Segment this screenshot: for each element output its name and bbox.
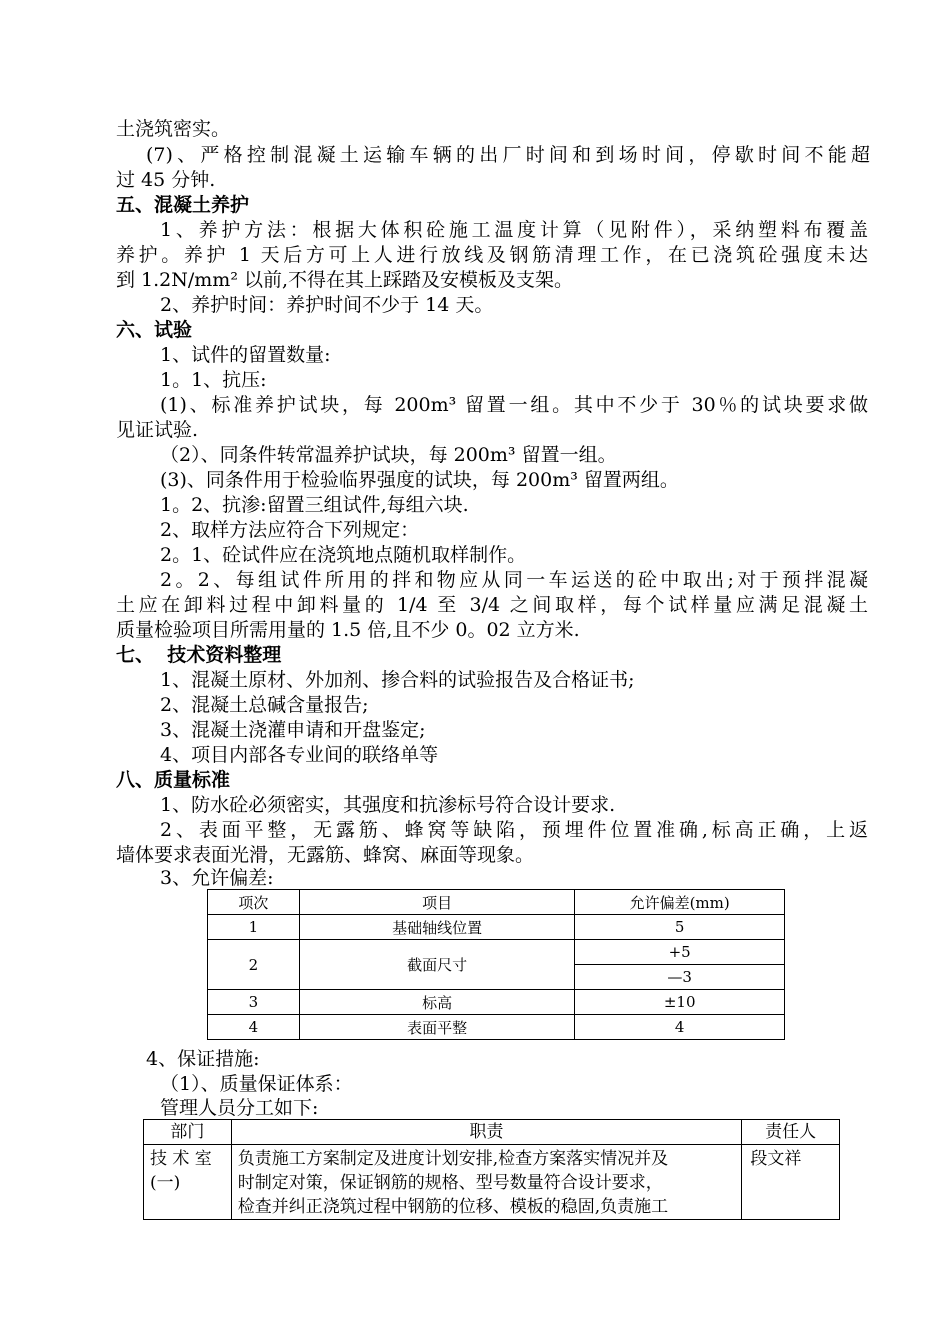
text-line: (3)、同条件用于检验临界强度的试块，每 200m³ 留置两组。: [160, 469, 679, 491]
text-line: 2、养护时间：养护时间不少于 14 天。: [160, 294, 494, 316]
duty-line: 检查并纠正浇筑过程中钢筋的位移、模板的稳固,负责施工: [237, 1197, 669, 1217]
duty-line: 时制定对策，保证钢筋的规格、型号数量符合设计要求，: [237, 1173, 663, 1193]
table-cell: 表面平整: [299, 1015, 574, 1040]
table-cell: 4: [208, 1015, 300, 1040]
table-row: [208, 940, 785, 965]
table-cell: 标高: [299, 990, 574, 1015]
table-cell: 1: [208, 915, 300, 940]
section-heading: 六、试验: [116, 319, 193, 341]
table-header-row: [144, 1120, 840, 1145]
table-row: [208, 990, 785, 1015]
department-cell: [144, 1145, 232, 1220]
table-header-cell: 职责: [231, 1120, 742, 1145]
text-line: 2。1、砼试件应在浇筑地点随机取样制作。: [160, 544, 527, 566]
text-line: (7)、严格控制混凝土运输车辆的出厂时间和到场时间，停歇时间不能超: [146, 144, 870, 166]
responsible-person-cell: 段文祥: [742, 1145, 840, 1220]
department-number: (一): [150, 1173, 181, 1193]
text-line: 过 45 分钟.: [116, 169, 216, 191]
table-cell: 4: [575, 1015, 785, 1040]
table-cell: 截面尺寸: [299, 940, 574, 990]
text-line: 4、项目内部各专业间的联络单等: [160, 744, 439, 766]
text-line: 1、混凝土原材、外加剂、掺合料的试验报告及合格证书;: [160, 669, 635, 691]
text-line: 土应在卸料过程中卸料量的 1/4 至 3/4 之间取样，每个试样量应满足混凝土: [116, 594, 868, 616]
text-line: 养护。养护 1 天后方可上人进行放线及钢筋清理工作，在已浇筑砼强度未达: [116, 244, 868, 266]
table-cell: ±10: [575, 990, 785, 1015]
text-line: 见证试验.: [116, 419, 199, 441]
table-header-cell: 允许偏差(mm): [575, 890, 785, 915]
table-cell: +5: [575, 940, 785, 965]
section-heading: 五、混凝土养护: [116, 194, 250, 216]
tolerance-table: [207, 889, 785, 1040]
department-name: 技 术 室: [150, 1149, 212, 1169]
text-line: 1。1、抗压:: [160, 369, 267, 391]
duty-line: 负责施工方案制定及进度计划安排,检查方案落实情况并及: [237, 1149, 669, 1169]
text-line: 3、允许偏差:: [160, 867, 274, 889]
text-line: 墙体要求表面光滑，无露筋、蜂窝、麻面等现象。: [116, 844, 535, 866]
table-cell: 基础轴线位置: [299, 915, 574, 940]
text-line: 2、混凝土总碱含量报告;: [160, 694, 369, 716]
text-line: 1。2、抗渗:留置三组试件,每组六块.: [160, 494, 469, 516]
section-heading: 七、 技术资料整理: [116, 644, 282, 666]
table-row: [208, 1015, 785, 1040]
table-cell: 2: [208, 940, 300, 990]
table-header-cell: 项次: [208, 890, 300, 915]
table-header-cell: 责任人: [742, 1120, 840, 1145]
text-line: 到 1.2N/mm² 以前,不得在其上踩踏及安模板及支架。: [116, 269, 574, 291]
text-line: （2）、同条件转常温养护试块，每 200m³ 留置一组。: [160, 444, 617, 466]
text-line: 2。2、每组试件所用的拌和物应从同一车运送的砼中取出;对于预拌混凝: [160, 569, 868, 591]
table-cell: 5: [575, 915, 785, 940]
text-line: （1）、质量保证体系：: [160, 1073, 353, 1095]
table-cell: 3: [208, 990, 300, 1015]
text-line: 3、混凝土浇灌申请和开盘鉴定;: [160, 719, 426, 741]
text-line: 2、表面平整，无露筋、蜂窝等缺陷，预埋件位置准确,标高正确，上返: [160, 819, 868, 841]
table-header-cell: 部门: [144, 1120, 232, 1145]
text-line: 质量检验项目所需用量的 1.5 倍,且不少 0。02 立方米.: [116, 619, 580, 641]
text-line: 2、取样方法应符合下列规定：: [160, 519, 420, 541]
text-line: (1)、标准养护试块，每 200m³ 留置一组。其中不少于 30％的试块要求做: [160, 394, 868, 416]
text-line: 管理人员分工如下:: [160, 1097, 319, 1119]
table-row: [144, 1145, 840, 1220]
text-line: 土浇筑密实。: [116, 118, 231, 140]
table-cell: —3: [575, 965, 785, 990]
text-line: 1、试件的留置数量:: [160, 344, 331, 366]
duty-cell: [231, 1145, 742, 1220]
staff-duty-table: [143, 1119, 840, 1220]
text-line: 4、保证措施:: [146, 1048, 260, 1070]
table-header-row: [208, 890, 785, 915]
section-heading: 八、质量标准: [116, 769, 231, 791]
table-row: [208, 915, 785, 940]
table-header-cell: 项目: [299, 890, 574, 915]
text-line: 1、养护方法：根据大体积砼施工温度计算（见附件），采纳塑料布覆盖: [160, 219, 868, 241]
text-line: 1、防水砼必须密实，其强度和抗渗标号符合设计要求.: [160, 794, 616, 816]
